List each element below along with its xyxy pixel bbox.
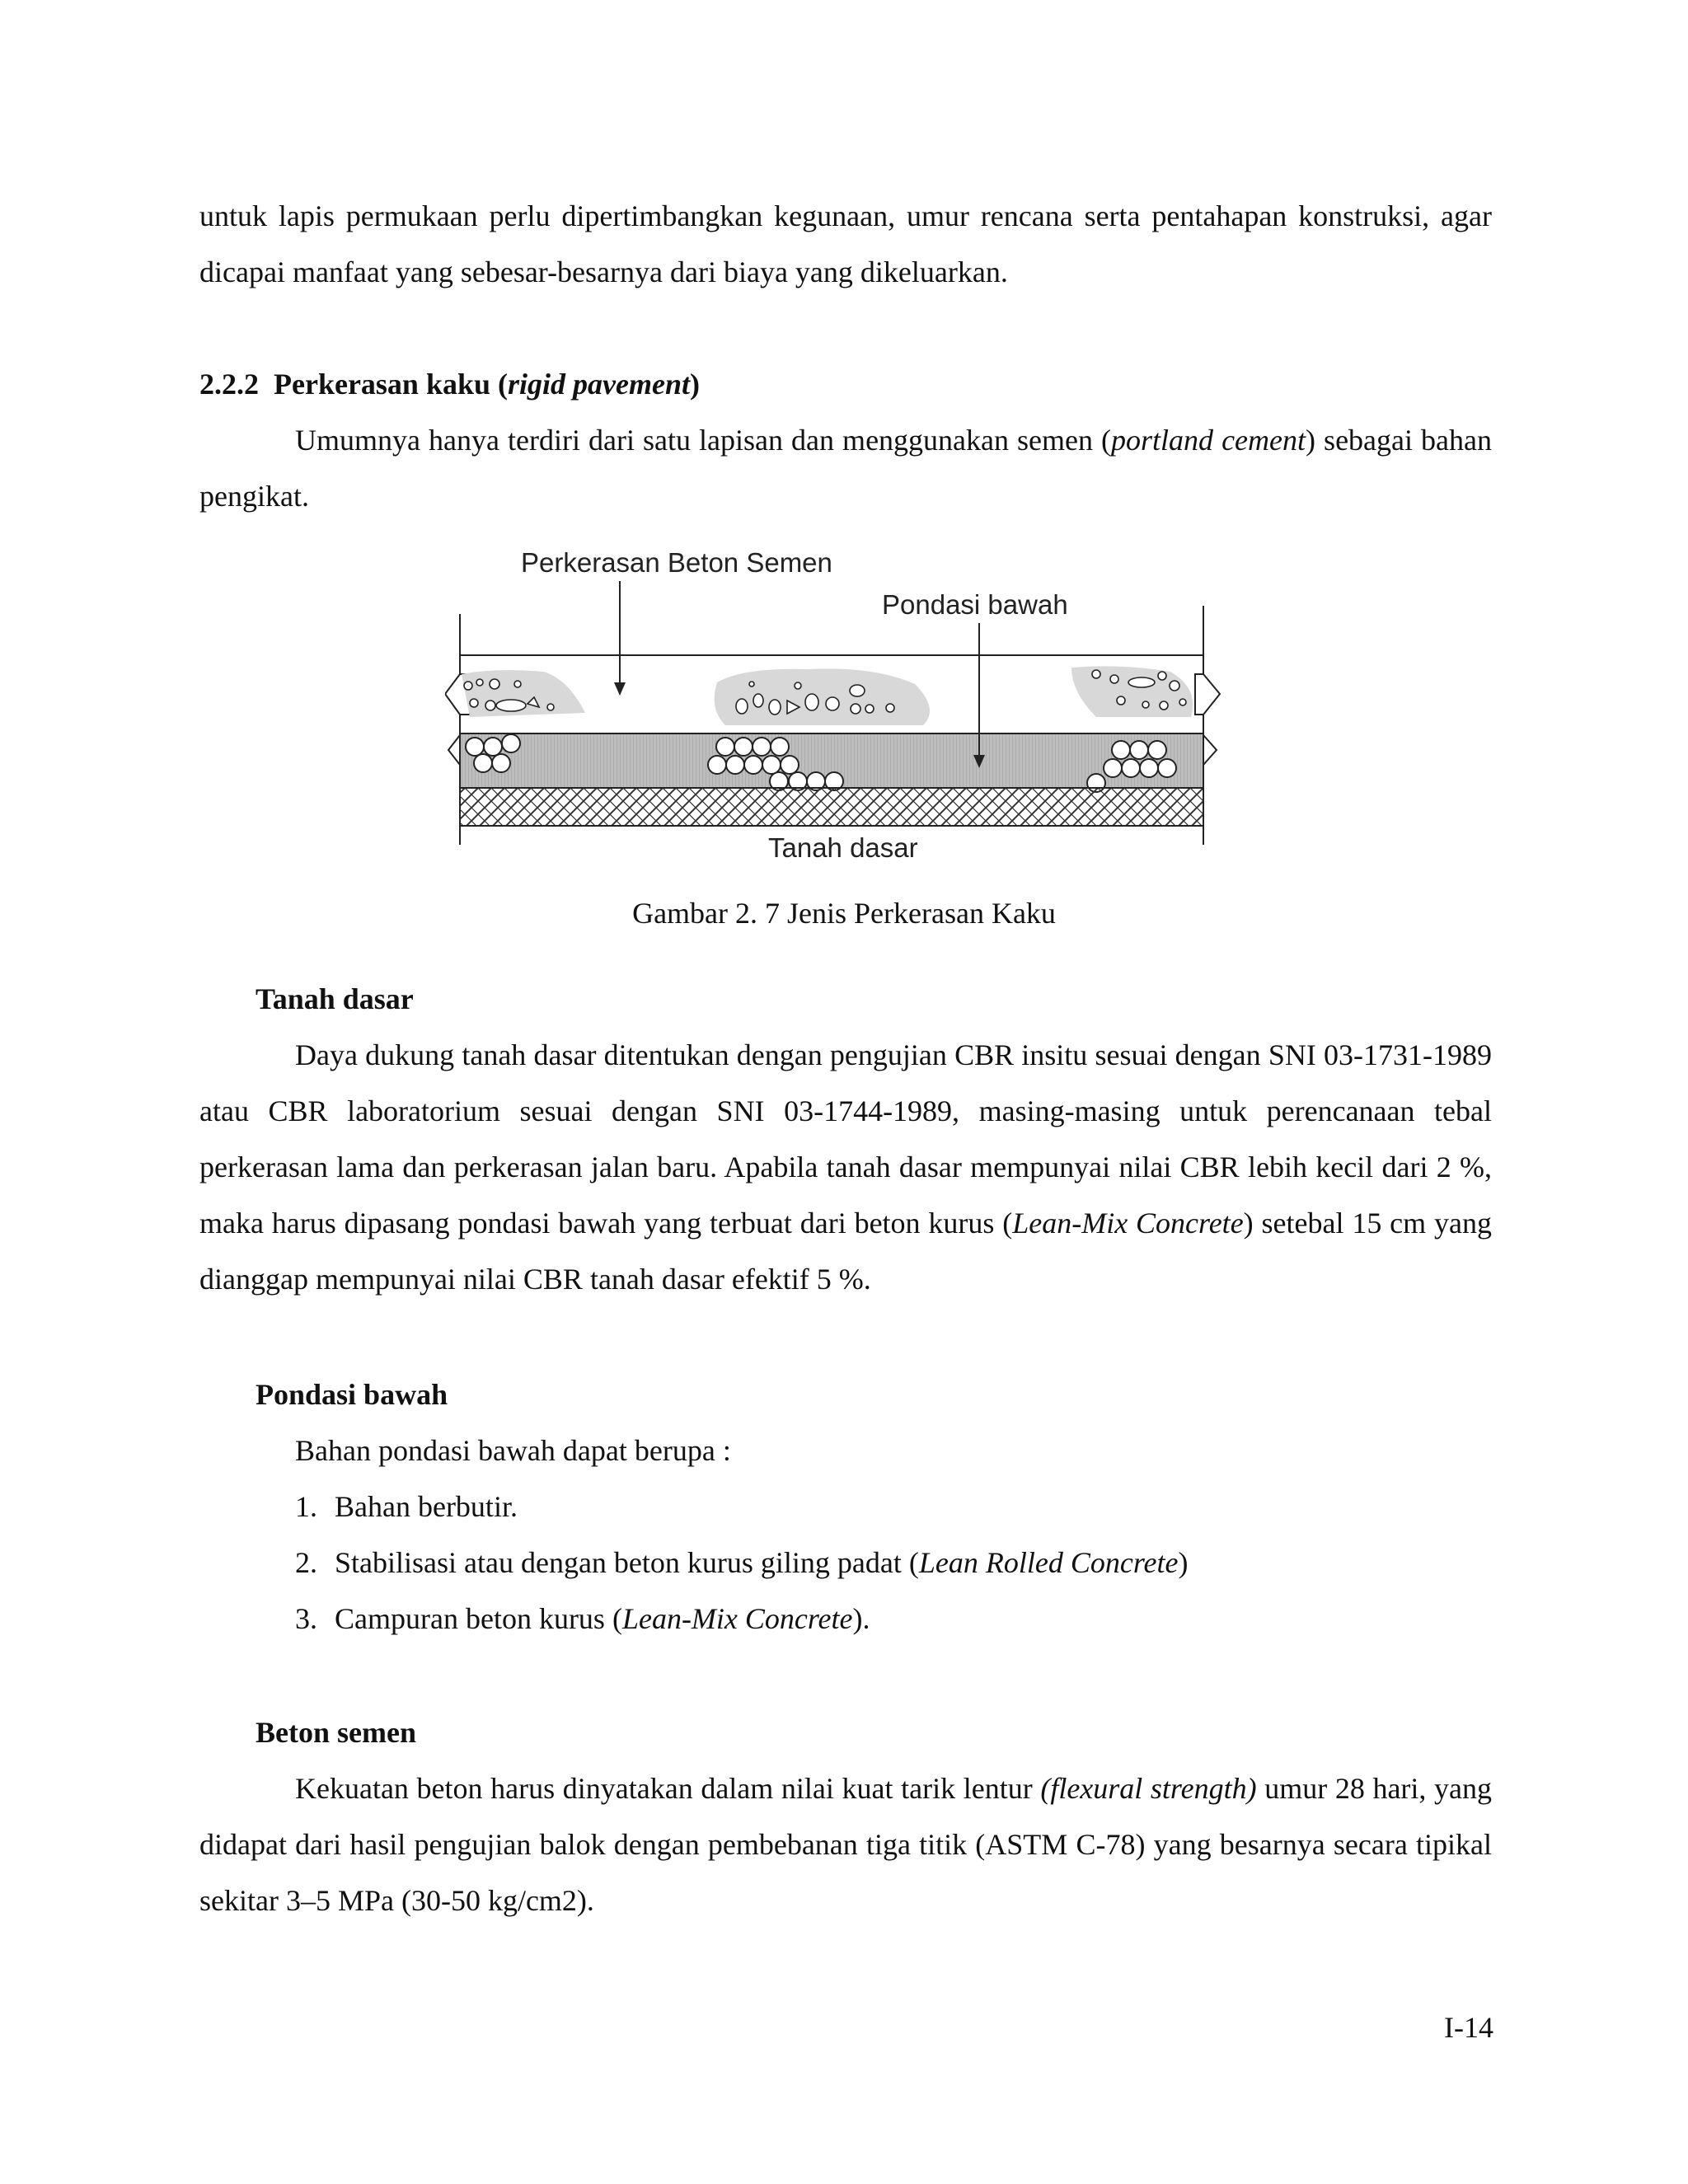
paragraph-intro-text: untuk lapis permukaan perlu dipertimbangkan kegunaan, umur rencana serta pentahapan konstruksi, agar dicapai manfaat yang sebesar-besarnya dari biaya yang dikeluarkan.	[199, 199, 1492, 288]
pondasi-intro: Bahan pondasi bawah dapat berupa :	[295, 1434, 731, 1467]
paragraph-beton-semen	[199, 1760, 1492, 1929]
arrow-beton-semen	[614, 581, 626, 696]
paragraph-tanah-dasar	[199, 1027, 1492, 1307]
list-item	[295, 1535, 1188, 1591]
list-item-end: ).	[852, 1602, 870, 1635]
list-item-italic: Lean-Mix Concrete	[621, 1602, 853, 1635]
heading-pondasi-bawah: Pondasi bawah	[256, 1378, 448, 1411]
paragraph-beton-semen-part2: umur 28 hari, yang didapat dari hasil pengujian balok dengan pembebanan tiga titik (ASTM C-78) yang besarnya secara tipikal sekitar 3–5 MPa (30-50 kg/cm2).	[199, 1772, 1493, 1917]
paragraph-rigid-part2: ) sebagai bahan pengikat.	[199, 424, 1492, 513]
paragraph-rigid-part1: Umumnya hanya terdiri dari satu lapisan dan menggunakan semen (	[295, 424, 1112, 457]
page-number: I-14	[1444, 2011, 1493, 2044]
section-title-italic: rigid pavement	[508, 368, 690, 401]
list-item-number: 2.	[295, 1546, 317, 1579]
list-item-end: )	[1178, 1546, 1189, 1579]
section-heading	[199, 356, 700, 412]
subbase-layer	[448, 733, 1217, 792]
list-item-text: Campuran beton kurus (	[335, 1602, 622, 1635]
label-pondasi-bawah: Pondasi bawah	[882, 589, 1068, 620]
paragraph-tanah-dasar-italic: Lean-Mix Concrete	[1012, 1207, 1244, 1240]
paragraph-intro	[199, 188, 1492, 300]
section-title: Perkerasan kaku (	[274, 368, 509, 401]
figure-caption: Gambar 2. 7 Jenis Perkerasan Kaku	[632, 897, 1056, 930]
heading-tanah-dasar: Tanah dasar	[256, 982, 414, 1015]
paragraph-beton-semen-part1: Kekuatan beton harus dinyatakan dalam nilai kuat tarik lentur	[295, 1772, 1041, 1805]
list-item-number: 1.	[295, 1490, 317, 1523]
list-item-text: Bahan berbutir.	[335, 1490, 518, 1523]
label-tanah-dasar: Tanah dasar	[768, 832, 918, 863]
paragraph-beton-semen-italic: (flexural strength)	[1040, 1772, 1257, 1805]
paragraph-tanah-dasar-part2: ) setebal 15 cm yang dianggap mempunyai nilai CBR tanah dasar efektif 5 %.	[199, 1207, 1492, 1296]
list-item	[295, 1591, 1188, 1647]
pavement-diagram	[445, 544, 1245, 874]
paragraph-tanah-dasar-part1: Daya dukung tanah dasar ditentukan dengan pengujian CBR insitu sesuai dengan SNI 03-1731-1989 atau CBR laboratorium sesuai dengan SNI 03-1744-1989, masing-masing untuk perencanaan tebal perkerasan lama dan perkerasan jalan baru. Apabila tanah dasar mempunyai nilai CBR lebih kecil dari 2 %, maka harus dipasang pondasi bawah yang terbuat dari beton kurus (	[199, 1038, 1492, 1240]
paragraph-rigid	[199, 412, 1492, 524]
section-title-end: )	[690, 368, 700, 401]
list-item-italic: Lean Rolled Concrete	[918, 1546, 1179, 1579]
subgrade-layer	[460, 788, 1203, 826]
pondasi-list	[295, 1479, 1188, 1647]
list-item-number: 3.	[295, 1602, 317, 1635]
label-beton-semen: Perkerasan Beton Semen	[521, 547, 832, 578]
section-number: 2.2.2	[199, 368, 259, 401]
list-item	[295, 1479, 1188, 1535]
heading-beton-semen: Beton semen	[256, 1716, 416, 1749]
list-item-text: Stabilisasi atau dengan beton kurus giling padat (	[335, 1546, 919, 1579]
paragraph-rigid-italic: portland cement	[1111, 424, 1306, 457]
